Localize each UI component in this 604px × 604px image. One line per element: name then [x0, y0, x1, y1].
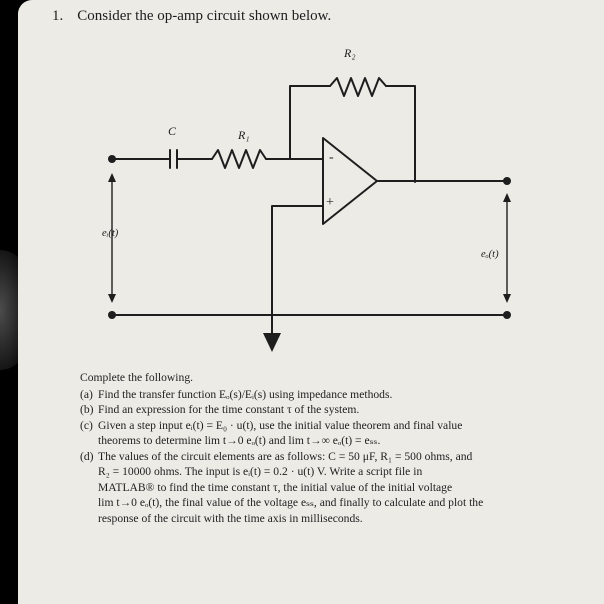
label-r1: R₁ — [238, 128, 250, 142]
task-d-line: response of the circuit with the time axis in milliseconds. — [98, 511, 363, 525]
feedback-right-wire — [386, 86, 415, 182]
task-c — [80, 418, 580, 449]
task-d — [80, 449, 580, 527]
task-a — [80, 387, 580, 403]
task-c-marker: (c) — [80, 418, 93, 432]
task-a-marker: (a) — [80, 387, 93, 401]
task-b-marker: (b) — [80, 403, 94, 416]
label-plus: + — [326, 195, 334, 210]
input-terminal-bottom — [108, 311, 116, 319]
task-c-line: Given a step input eᵢ(t) = E₀ · u(t), use the initial value theorem and final value — [98, 418, 463, 432]
task-list — [80, 370, 580, 526]
output-arrowhead-up — [503, 193, 511, 202]
noninverting-wire — [272, 206, 323, 333]
task-d-line: R₂ = 10000 ohms. The input is eᵢ(t) = 0.2 · u(t) V. Write a script file in — [98, 465, 423, 478]
output-terminal-bottom — [503, 311, 511, 319]
label-output-voltage: eₒ(t) — [481, 249, 499, 260]
ground-arrowhead — [263, 333, 281, 352]
task-a-line: Find the transfer function Eₒ(s)/Eᵢ(s) using impedance methods. — [98, 387, 393, 401]
task-d-line: lim t→0 eₒ(t), the final value of the voltage eₛₛ, and finally to calculate and plot the — [98, 496, 484, 509]
task-d-line: The values of the circuit elements are as follows: C = 50 μF, R₁ = 500 ohms, and — [98, 449, 473, 463]
task-c-line: theorems to determine lim t→0 eₒ(t) and lim t→∞ eₒ(t) = eₛₛ. — [98, 434, 381, 447]
label-input-voltage: eᵢ(t) — [102, 228, 119, 239]
task-d-marker: (d) — [80, 449, 94, 463]
resistor-r2 — [330, 78, 386, 96]
problem-number: 1. — [52, 8, 64, 24]
input-arrowhead-down — [108, 294, 116, 303]
input-arrowhead-up — [108, 173, 116, 182]
output-terminal-top — [503, 177, 511, 185]
problem-statement: Consider the op-amp circuit shown below. — [77, 8, 332, 24]
task-intro: Complete the following. — [80, 371, 194, 384]
label-r2: R₂ — [344, 46, 356, 60]
task-b — [80, 402, 580, 418]
input-terminal-top — [108, 155, 116, 163]
label-c: C — [168, 124, 177, 138]
label-minus: - — [329, 150, 334, 165]
output-arrowhead-down — [503, 294, 511, 303]
task-d-line: MATLAB® to find the time constant τ, the initial value of the initial voltage — [98, 480, 453, 494]
task-b-line: Find an expression for the time constant τ of the system. — [98, 403, 360, 416]
resistor-r1 — [212, 150, 266, 168]
